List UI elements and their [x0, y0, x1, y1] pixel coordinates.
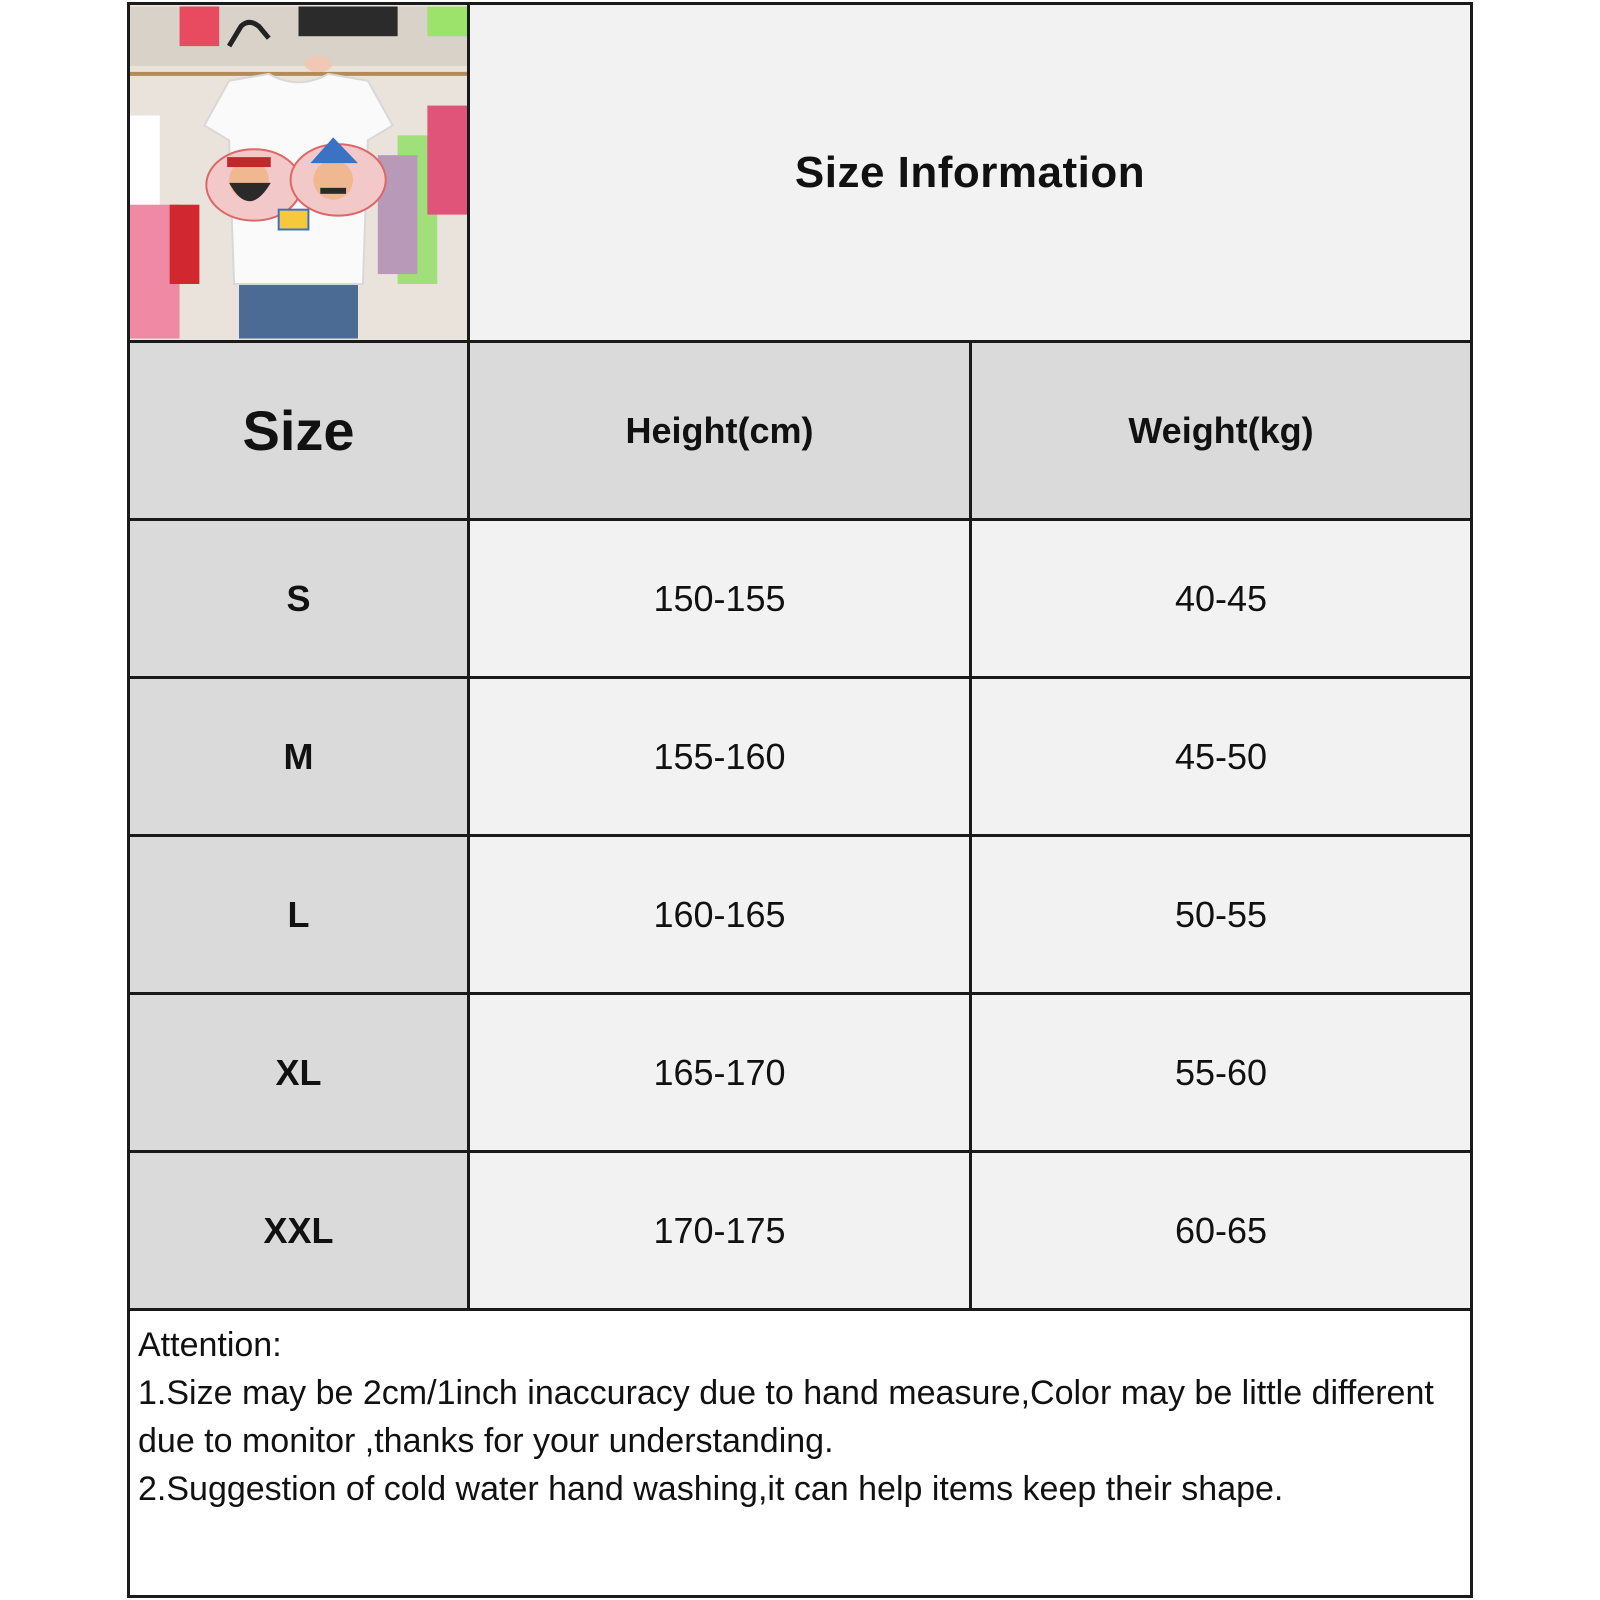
weight-value: 55-60	[1174, 1051, 1268, 1093]
header-band	[130, 5, 1470, 343]
weight-cell	[972, 837, 1470, 992]
table-row	[130, 521, 1470, 679]
height-value: 160-165	[653, 893, 786, 935]
size-cell	[130, 521, 470, 676]
tshirt-photo-icon	[130, 5, 467, 340]
header-size-cell	[130, 343, 470, 518]
height-cell	[470, 837, 972, 992]
height-value: 165-170	[653, 1051, 786, 1093]
size-value: S	[286, 577, 311, 619]
header-height: Height(cm)	[625, 409, 814, 451]
attention-heading: Attention:	[138, 1326, 282, 1364]
weight-value: 60-65	[1174, 1209, 1268, 1251]
table-row	[130, 995, 1470, 1153]
height-cell	[470, 995, 972, 1150]
size-cell	[130, 995, 470, 1150]
weight-value: 50-55	[1174, 893, 1268, 935]
table-row	[130, 837, 1470, 995]
size-value: L	[287, 893, 310, 935]
size-cell	[130, 679, 470, 834]
height-value: 150-155	[653, 577, 786, 619]
weight-cell	[972, 521, 1470, 676]
height-cell	[470, 1153, 972, 1308]
table-header-row	[130, 343, 1470, 521]
attention-note-1: 1.Size may be 2cm/1inch inaccuracy due to hand measure,Color may be little different due to monitor ,thanks for your understanding.	[138, 1374, 1434, 1460]
weight-cell	[972, 679, 1470, 834]
header-height-cell	[470, 343, 972, 518]
size-cell	[130, 1153, 470, 1308]
weight-cell	[972, 995, 1470, 1150]
weight-cell	[972, 1153, 1470, 1308]
header-weight: Weight(kg)	[1128, 409, 1314, 451]
height-value: 170-175	[653, 1209, 786, 1251]
size-table	[130, 343, 1470, 1311]
height-cell	[470, 679, 972, 834]
table-row	[130, 1153, 1470, 1311]
header-size: Size	[242, 399, 355, 462]
size-value: M	[283, 735, 314, 777]
weight-value: 45-50	[1174, 735, 1268, 777]
title-cell	[470, 5, 1470, 340]
table-row	[130, 679, 1470, 837]
header-weight-cell	[972, 343, 1470, 518]
size-chart	[127, 2, 1473, 1598]
page-title: Size Information	[794, 147, 1146, 197]
weight-value: 40-45	[1174, 577, 1268, 619]
product-photo	[130, 5, 470, 340]
attention-note-2: 2.Suggestion of cold water hand washing,it can help items keep their shape.	[138, 1470, 1284, 1508]
size-cell	[130, 837, 470, 992]
height-value: 155-160	[653, 735, 786, 777]
attention-notes	[130, 1317, 1470, 1595]
size-value: XL	[275, 1051, 322, 1093]
size-value: XXL	[263, 1209, 334, 1251]
height-cell	[470, 521, 972, 676]
